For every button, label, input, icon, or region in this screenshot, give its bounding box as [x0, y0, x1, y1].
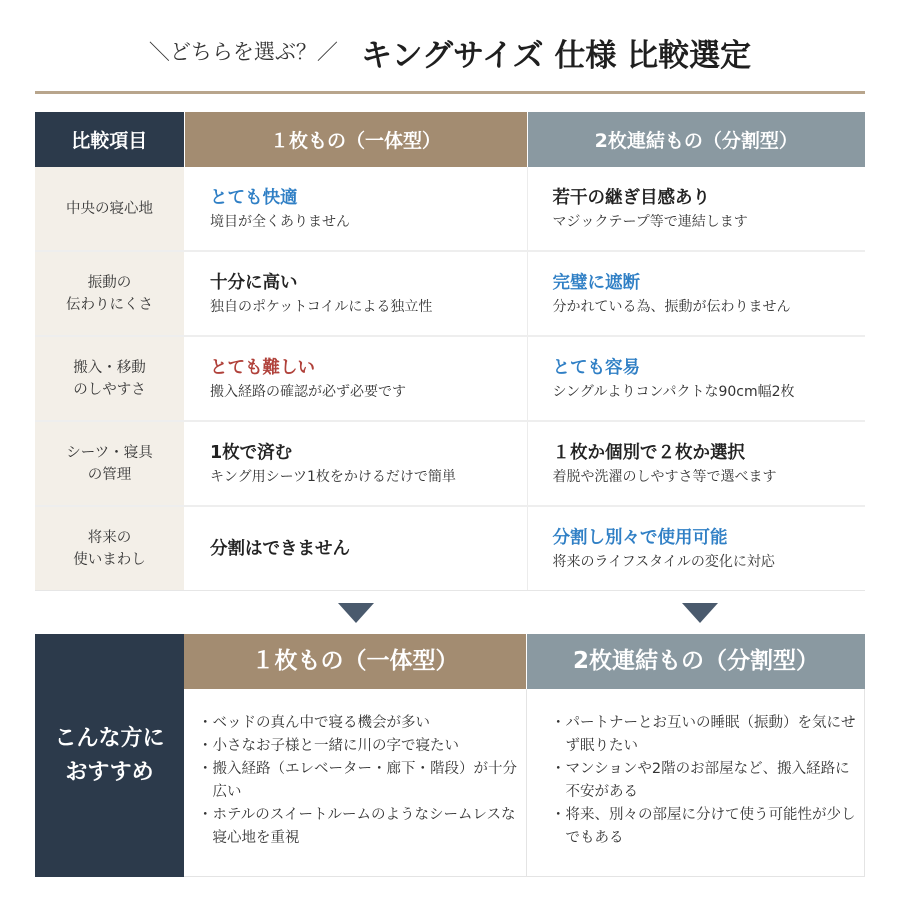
- column-header-item: 比較項目: [35, 112, 184, 167]
- row-label: [35, 421, 184, 506]
- row-label: [35, 167, 184, 251]
- list-item: ・ ホテルのスイートルームのようなシームレスな寝心地を重視: [198, 804, 526, 850]
- list-item: ・ 小さなお子様と一緒に川の字で寝たい: [198, 735, 526, 758]
- recommendation-list-one-piece: [184, 689, 527, 877]
- list-item: ・ ベッドの真ん中で寝る機会が多い: [198, 712, 526, 735]
- column-header-one-piece: １枚もの（一体型）: [184, 112, 527, 167]
- row-label-line: 中央の寝心地: [66, 200, 153, 217]
- page-title: キングサイズ 仕様 比較選定: [360, 38, 752, 74]
- table-header-row: [35, 112, 865, 167]
- table-row: [35, 336, 865, 421]
- table-row: [35, 421, 865, 506]
- recommendation-title-one-piece: １枚もの（一体型）: [184, 634, 526, 689]
- recommendation-label-line: おすすめ: [65, 759, 154, 785]
- list-item: ・ マンションや2階のお部屋など、搬入経路に不安がある: [551, 758, 864, 804]
- cell-one-piece: [184, 506, 527, 591]
- cell-description: キング用シーツ1枚をかけるだけで簡単: [210, 468, 456, 485]
- comparison-table: [35, 112, 865, 591]
- list-item: ・ 搬入経路（エレベーター・廊下・階段）が十分広い: [198, 758, 526, 804]
- column-header-two-piece: 2枚連結もの（分割型）: [527, 112, 865, 167]
- cell-heading: 完璧に遮断: [552, 272, 640, 293]
- cell-two-piece: [527, 336, 865, 421]
- cell-heading: 十分に高い: [210, 272, 298, 293]
- row-label-line: のしやすさ: [73, 381, 146, 398]
- cell-description: 分かれている為、振動が伝わりません: [552, 298, 791, 315]
- table-row: [35, 167, 865, 251]
- cell-description: 境目が全くありません: [210, 213, 350, 230]
- down-arrow-icon: [338, 603, 374, 623]
- header-kicker: ＼どちらを選ぶ？／: [148, 39, 338, 64]
- row-label: [35, 506, 184, 591]
- recommendation-title-two-piece: 2枚連結もの（分割型）: [527, 634, 865, 689]
- row-label-line: 振動の: [87, 274, 132, 291]
- down-arrow-icon: [682, 603, 718, 623]
- row-label-line: シーツ・寝具: [66, 444, 153, 461]
- row-label: [35, 251, 184, 336]
- cell-heading: １枚か個別で２枚か選択: [552, 442, 745, 463]
- cell-heading: 分割し別々で使用可能: [552, 527, 728, 548]
- cell-one-piece: [184, 336, 527, 421]
- page-header: [0, 30, 900, 75]
- cell-description: 搬入経路の確認が必ず必要です: [210, 383, 406, 400]
- cell-two-piece: [527, 251, 865, 336]
- recommendation-section: [35, 634, 865, 877]
- cell-one-piece: [184, 167, 527, 251]
- cell-heading: とても難しい: [210, 357, 315, 378]
- cell-heading: 若干の継ぎ目感あり: [552, 187, 710, 208]
- cell-description: シングルよりコンパクトな90cm幅2枚: [552, 383, 795, 400]
- cell-description: 将来のライフスタイルの変化に対応: [552, 553, 775, 570]
- cell-heading: 分割はできません: [210, 538, 350, 559]
- cell-heading: とても快適: [210, 187, 298, 208]
- header-divider: [35, 91, 865, 94]
- cell-description: 着脱や洗濯のしやすさ等で選べます: [552, 468, 777, 485]
- row-label-line: の管理: [87, 466, 132, 483]
- cell-one-piece: [184, 251, 527, 336]
- list-item: ・ パートナーとお互いの睡眠（振動）を気にせず眠りたい: [551, 712, 864, 758]
- recommendation-list-two-piece: [527, 689, 865, 877]
- row-label: [35, 336, 184, 421]
- cell-two-piece: [527, 167, 865, 251]
- cell-two-piece: [527, 506, 865, 591]
- cell-heading: とても容易: [552, 357, 640, 378]
- row-label-line: 搬入・移動: [73, 359, 146, 376]
- cell-two-piece: [527, 421, 865, 506]
- table-row: [35, 506, 865, 591]
- cell-one-piece: [184, 421, 527, 506]
- row-label-line: 伝わりにくさ: [66, 296, 153, 313]
- recommendation-label-line: こんな方に: [54, 725, 165, 751]
- table-row: [35, 251, 865, 336]
- cell-description: 独自のポケットコイルによる独立性: [210, 298, 433, 315]
- list-item: ・ 将来、別々の部屋に分けて使う可能性が少しでもある: [551, 804, 864, 850]
- cell-heading: 1枚で済む: [210, 442, 293, 463]
- cell-description: マジックテープ等で連結します: [552, 213, 748, 230]
- recommendation-label: [35, 634, 184, 877]
- row-label-line: 将来の: [87, 529, 132, 546]
- row-label-line: 使いまわし: [73, 551, 146, 568]
